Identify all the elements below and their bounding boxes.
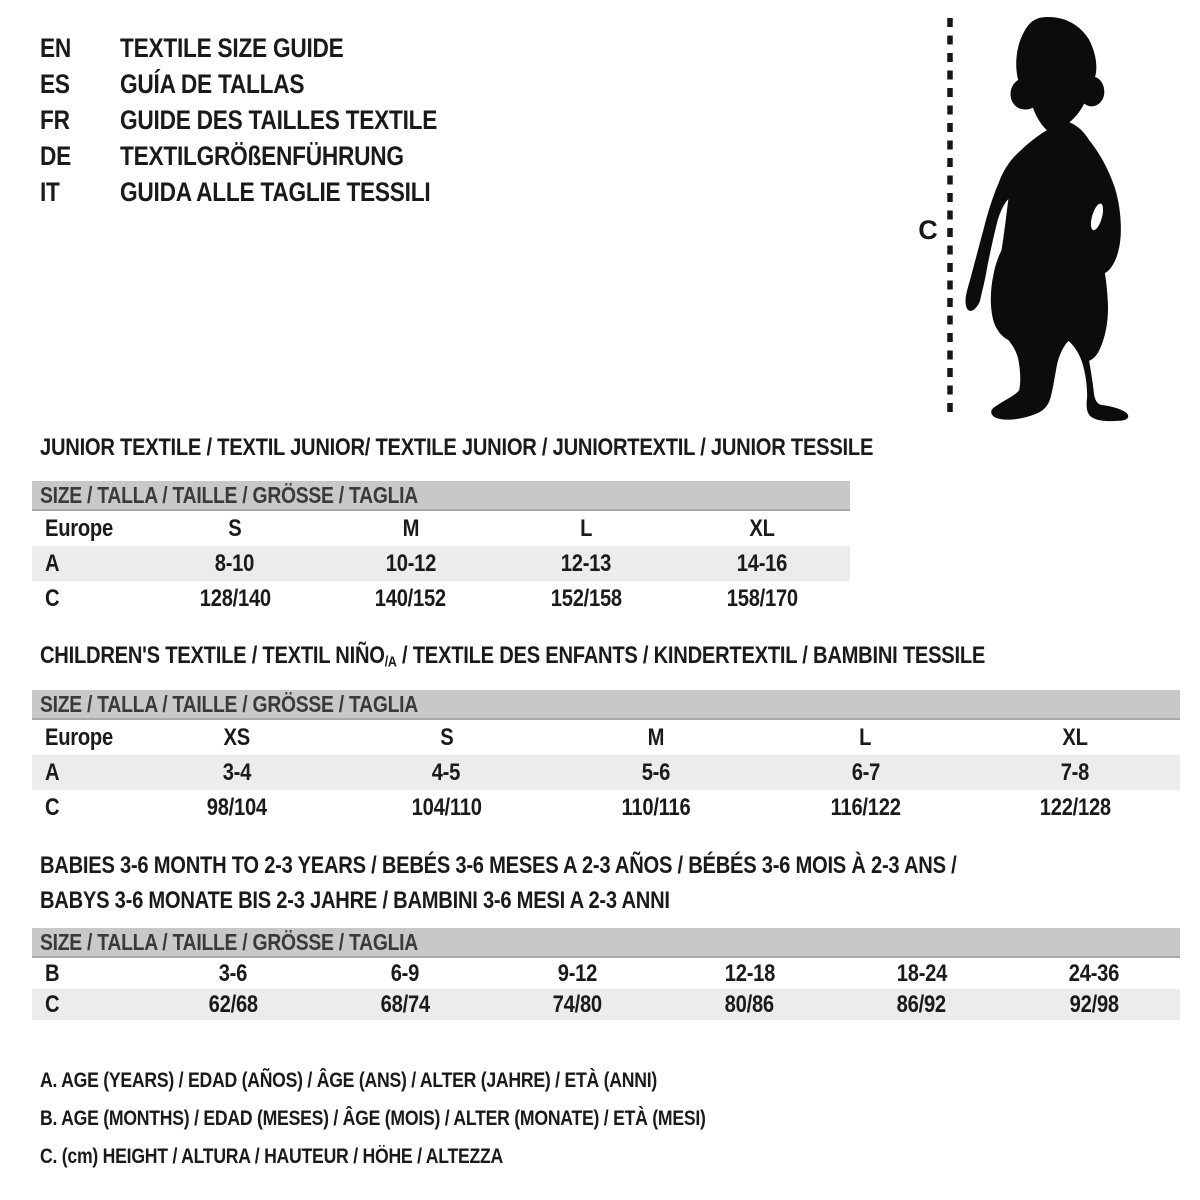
cell-value: 122/128 xyxy=(1039,793,1111,821)
row-label: C xyxy=(45,793,60,821)
row-label: B xyxy=(45,959,60,987)
children-title-post: / TEXTILE DES ENFANTS / KINDERTEXTIL / BAMBINI TESSILE xyxy=(396,642,986,669)
note-height-cm: C. (cm) HEIGHT / ALTURA / HAUTEUR / HÖHE / ALTEZZA xyxy=(40,1145,504,1168)
cell-value: 12-13 xyxy=(561,549,612,577)
language-title: TEXTILGRÖßENFÜHRUNG xyxy=(120,141,404,171)
language-row xyxy=(40,102,498,138)
children-section-title xyxy=(40,638,1165,681)
table-row-europe xyxy=(32,720,1180,755)
cell-value: L xyxy=(859,723,872,751)
table-row-months xyxy=(32,958,1180,989)
language-row xyxy=(40,174,498,210)
table-row-europe xyxy=(32,511,850,546)
language-title: GUIDA ALLE TAGLIE TESSILI xyxy=(120,177,431,207)
row-label: Europe xyxy=(45,514,113,542)
cell-value: 158/170 xyxy=(726,584,798,612)
cell-value: 104/110 xyxy=(411,793,482,821)
size-header-label: SIZE / TALLA / TAILLE / GRÖSSE / TAGLIA xyxy=(40,481,418,508)
language-row xyxy=(40,138,498,174)
cell-value: 6-7 xyxy=(851,758,880,786)
cell-value: 128/140 xyxy=(199,584,271,612)
size-header-bar xyxy=(32,928,1180,958)
children-title-sub: /A xyxy=(384,654,397,671)
table-row-height xyxy=(32,989,1180,1020)
language-title: GUIDE DES TAILLES TEXTILE xyxy=(120,105,438,135)
babies-title-line2: BABYS 3-6 MONATE BIS 2-3 JAHRE / BAMBINI 3-6 MESI A 2-3 ANNI xyxy=(40,887,670,914)
junior-size-table xyxy=(32,481,850,616)
cell-value: XL xyxy=(749,514,775,542)
toddler-silhouette xyxy=(966,17,1129,421)
height-figure xyxy=(898,10,1160,430)
cell-value: XL xyxy=(1062,723,1088,751)
row-label: A xyxy=(45,758,60,786)
language-row xyxy=(40,30,498,66)
cell-value: M xyxy=(402,514,419,542)
language-code: EN xyxy=(40,33,72,63)
cell-value: XS xyxy=(223,723,250,751)
cell-value: 18-24 xyxy=(896,959,947,987)
cell-value: 5-6 xyxy=(641,758,671,786)
cell-value: 86/92 xyxy=(897,990,947,1018)
cell-value: S xyxy=(228,514,242,542)
cell-value: 12-18 xyxy=(724,959,775,987)
cell-value: 140/152 xyxy=(375,584,447,612)
cell-value: 7-8 xyxy=(1061,758,1090,786)
babies-size-table xyxy=(32,928,1180,1020)
table-row-age xyxy=(32,546,850,581)
cell-value: 3-6 xyxy=(218,959,248,987)
children-size-table xyxy=(32,690,1180,825)
babies-section-title xyxy=(40,848,1131,918)
babies-title-line1: BABIES 3-6 MONTH TO 2-3 YEARS / BEBÉS 3-6 MESES A 2-3 AÑOS / BÉBÉS 3-6 MOIS À 2-3 ANS / xyxy=(40,852,957,879)
cell-value: 4-5 xyxy=(432,758,461,786)
cell-value: 116/122 xyxy=(830,793,901,821)
cell-value: S xyxy=(439,723,453,751)
cell-value: 80/86 xyxy=(724,990,775,1018)
language-code: DE xyxy=(40,141,72,171)
cell-value: 9-12 xyxy=(557,959,598,987)
row-label: C xyxy=(45,584,60,612)
cell-value: 92/98 xyxy=(1069,990,1119,1018)
table-row-age xyxy=(32,755,1180,790)
row-label: C xyxy=(45,990,60,1018)
junior-section-title-text: JUNIOR TEXTILE / TEXTIL JUNIOR/ TEXTILE JUNIOR / JUNIORTEXTIL / JUNIOR TESSILE xyxy=(40,434,874,461)
language-code: ES xyxy=(40,69,70,99)
size-header-label: SIZE / TALLA / TAILLE / GRÖSSE / TAGLIA xyxy=(40,690,418,717)
legend-notes xyxy=(40,1062,832,1176)
language-title-list xyxy=(40,30,498,210)
cell-value: 14-16 xyxy=(736,549,788,577)
size-header-bar xyxy=(32,690,1180,720)
cell-value: 74/80 xyxy=(552,990,603,1018)
table-row-height xyxy=(32,790,1180,825)
language-code: FR xyxy=(40,105,70,135)
cell-value: M xyxy=(647,723,665,751)
cell-value: 3-4 xyxy=(222,758,251,786)
language-title: GUÍA DE TALLAS xyxy=(120,69,305,99)
cell-value: 68/74 xyxy=(380,990,430,1018)
language-title: TEXTILE SIZE GUIDE xyxy=(120,33,344,63)
size-header-label: SIZE / TALLA / TAILLE / GRÖSSE / TAGLIA xyxy=(40,928,418,955)
cell-value: 24-36 xyxy=(1068,959,1120,987)
children-section-title-text xyxy=(40,638,985,681)
cell-value: 62/68 xyxy=(208,990,258,1018)
row-label: A xyxy=(45,549,60,577)
size-header-bar xyxy=(32,481,850,511)
table-row-height xyxy=(32,581,850,616)
cell-value: 152/158 xyxy=(550,584,622,612)
junior-section-title xyxy=(40,430,1032,465)
note-age-years: A. AGE (YEARS) / EDAD (AÑOS) / ÂGE (ANS) / ALTER (JAHRE) / ETÀ (ANNI) xyxy=(40,1069,658,1092)
cell-value: L xyxy=(580,514,593,542)
cell-value: 8-10 xyxy=(215,549,255,577)
cell-value: 10-12 xyxy=(385,549,436,577)
cell-value: 6-9 xyxy=(391,959,420,987)
height-label: C xyxy=(918,215,938,245)
note-age-months: B. AGE (MONTHS) / EDAD (MESES) / ÂGE (MOIS) / ALTER (MONATE) / ETÀ (MESI) xyxy=(40,1107,706,1130)
cell-value: 110/116 xyxy=(621,793,691,821)
language-row xyxy=(40,66,498,102)
children-title-pre: CHILDREN'S TEXTILE / TEXTIL NIÑO xyxy=(40,642,385,669)
cell-value: 98/104 xyxy=(206,793,267,821)
language-code: IT xyxy=(40,177,60,207)
row-label: Europe xyxy=(45,723,113,751)
